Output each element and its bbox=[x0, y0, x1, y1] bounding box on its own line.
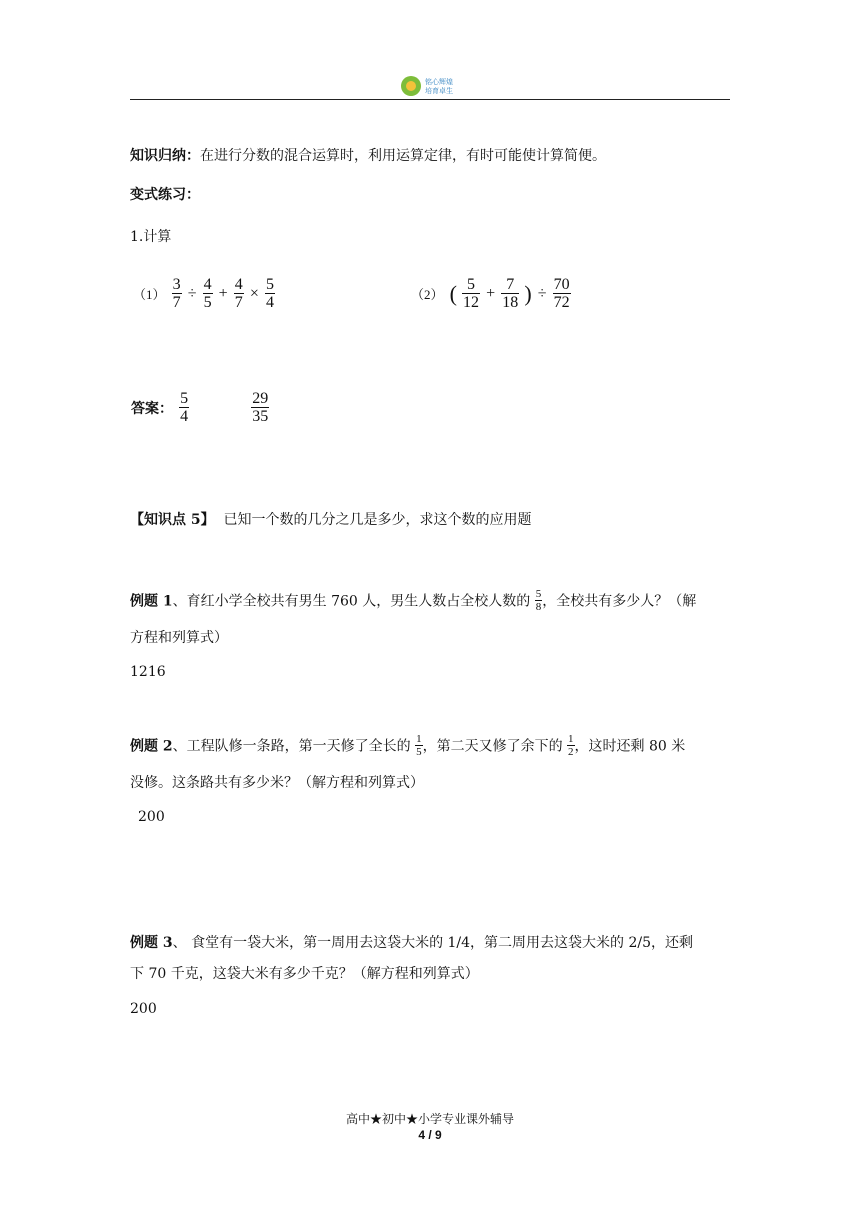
p2-op1: + bbox=[486, 284, 496, 302]
p1-fraction-b: $\frac{4}{5}$ bbox=[203, 276, 212, 311]
ex2-fraction-1: $\frac{1}{5}$ bbox=[416, 733, 422, 758]
ex1-line2: 方程和列算式） bbox=[130, 630, 228, 646]
ex1-text-b: ，全校共有多少人？（解 bbox=[542, 593, 697, 610]
example-1 bbox=[130, 588, 696, 613]
answer-fraction-1: $\frac{5}{4}$ bbox=[180, 390, 189, 425]
p1-fraction-d: $\frac{5}{4}$ bbox=[266, 276, 275, 311]
ex1-text-a: 、育红小学全校共有男生 760 人，男生人数占全校人数的 bbox=[172, 593, 531, 610]
ex2-line2: 没修。这条路共有多少米？（解方程和列算式） bbox=[130, 775, 424, 791]
ex2-text-b: ，第二天又修了余下的 bbox=[422, 738, 563, 755]
ex3-label: 例题 3 bbox=[130, 935, 173, 951]
ex3-text-a: 、 食堂有一袋大米，第一周用去这袋大米的 1/4，第二周用去这袋大米的 2/5，还剩 bbox=[172, 935, 694, 951]
header-logo bbox=[401, 76, 471, 98]
example-2 bbox=[130, 733, 685, 758]
ex2-label: 例题 2 bbox=[130, 738, 173, 755]
header-rule bbox=[130, 99, 730, 100]
p1-fraction-a: $\frac{3}{7}$ bbox=[172, 276, 181, 311]
summary-text: 在进行分数的混合运算时，利用运算定律，有时可能使计算简便。 bbox=[200, 148, 606, 164]
knowledge-point-5 bbox=[130, 510, 532, 530]
p1-op3: × bbox=[249, 284, 259, 302]
problem-2-label: （2） bbox=[411, 287, 444, 302]
p1-op2: + bbox=[218, 284, 228, 302]
example-3 bbox=[130, 933, 693, 953]
answer-label: 答案： bbox=[131, 400, 173, 417]
knowledge-summary bbox=[130, 146, 606, 166]
p1-op1: ÷ bbox=[187, 284, 197, 302]
p2-fraction-c: $\frac{70}{72}$ bbox=[553, 276, 570, 311]
calc-problem-1 bbox=[132, 276, 275, 311]
variant-practice-label: 变式练习： bbox=[130, 187, 200, 203]
kp5-text: 已知一个数的几分之几是多少，求这个数的应用题 bbox=[223, 512, 532, 528]
logo-emblem-icon bbox=[401, 76, 421, 96]
summary-label: 知识归纳： bbox=[130, 148, 200, 164]
p1-fraction-c: $\frac{4}{7}$ bbox=[234, 276, 243, 311]
ex3-line2: 下 70 千克，这袋大米有多少千克？（解方程和列算式） bbox=[130, 966, 479, 982]
kp5-label: 【知识点 5】 bbox=[130, 512, 215, 528]
ex2-text-a: 、工程队修一条路，第一天修了全长的 bbox=[172, 738, 411, 755]
calc-title: 1.计算 bbox=[130, 229, 172, 245]
p2-right-paren: ) bbox=[524, 280, 532, 306]
p2-op2: ÷ bbox=[537, 284, 547, 302]
answer-block bbox=[130, 390, 269, 425]
p2-fraction-a: $\frac{5}{12}$ bbox=[463, 276, 480, 311]
ex2-text-c: ，这时还剩 80 米 bbox=[574, 738, 686, 755]
p2-fraction-b: $\frac{7}{18}$ bbox=[502, 276, 519, 311]
problem-1-label: （1） bbox=[133, 287, 166, 302]
p2-left-paren: ( bbox=[449, 280, 457, 306]
ex1-answer: 1216 bbox=[130, 664, 166, 680]
footer-tagline: 高中★初中★小学专业课外辅导 bbox=[345, 1112, 514, 1126]
ex2-answer: 200 bbox=[138, 809, 165, 825]
ex3-answer: 200 bbox=[130, 1001, 157, 1017]
ex2-fraction-2: $\frac{1}{2}$ bbox=[568, 733, 574, 758]
logo-text-line1: 铭心辉煌 bbox=[425, 78, 453, 86]
ex1-fraction: $\frac{5}{8}$ bbox=[535, 588, 542, 613]
ex1-label: 例题 1 bbox=[130, 593, 173, 610]
logo-text-line2: 培育卓生 bbox=[425, 87, 453, 95]
calc-problem-2 bbox=[410, 276, 571, 311]
answer-fraction-2: $\frac{29}{35}$ bbox=[252, 390, 269, 425]
page-number: 4 / 9 bbox=[418, 1128, 442, 1142]
